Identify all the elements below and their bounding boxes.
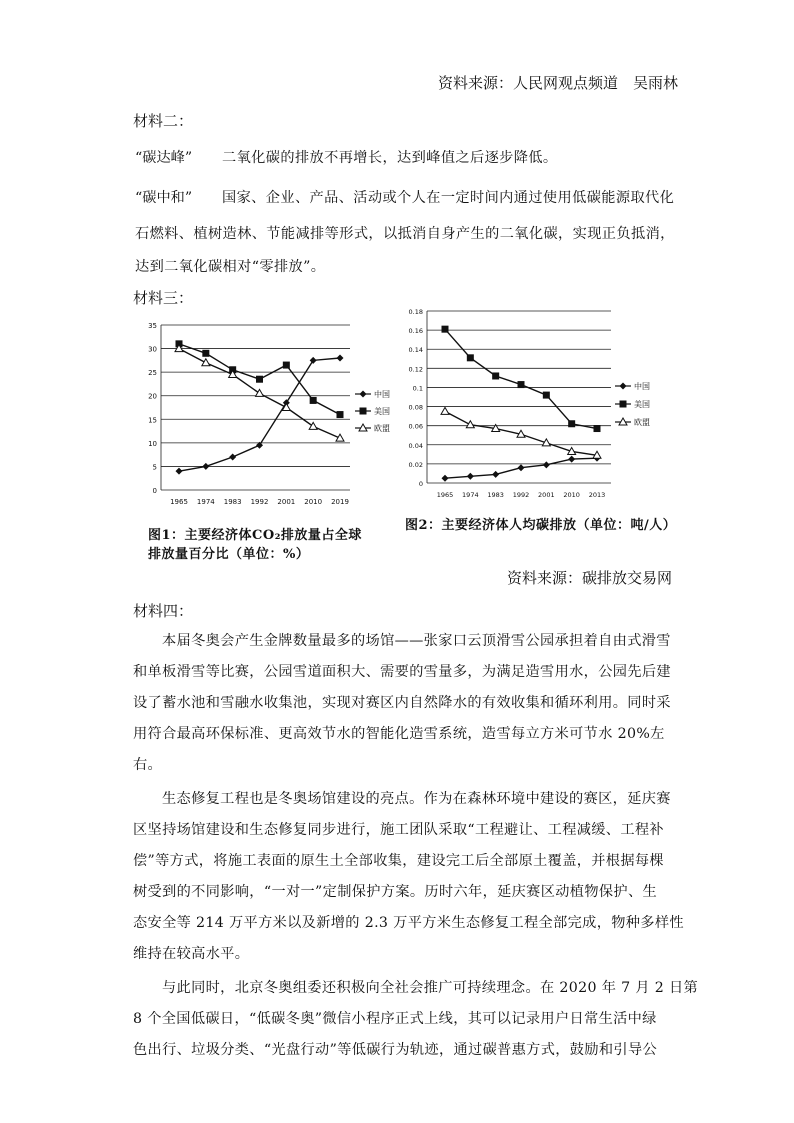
data-point-1 — [283, 362, 290, 369]
data-point-0 — [492, 471, 499, 478]
source-attribution-top: 资料来源：人民网观点频道 吴雨林 — [438, 74, 679, 92]
x-tick-label: 1983 — [223, 498, 242, 506]
x-tick-label: 1965 — [436, 491, 454, 499]
data-point-1 — [492, 372, 499, 379]
y-tick-label: 0.16 — [408, 327, 423, 336]
x-tick-label: 2013 — [588, 491, 606, 499]
y-tick-label: 25 — [148, 369, 157, 378]
m4-p1-line2: 和单板滑雪等比赛，公园雪道面积大、需要的雪量多，为满足造雪用水，公园先后建 — [133, 664, 671, 680]
m4-p1-line5: 右。 — [133, 757, 163, 773]
data-point-0 — [543, 461, 550, 468]
data-point-0 — [442, 475, 449, 482]
legend-label-1: 美国 — [634, 400, 650, 409]
m4-p2-line2: 区坚持场馆建设和生态修复同步进行，施工团队采取“工程避让、工程减缓、工程补 — [133, 822, 664, 838]
y-tick-label: 0.18 — [408, 308, 423, 316]
y-tick-label: 5 — [152, 463, 157, 472]
def-carbon-neutral-line3: 达到二氧化碳相对“零排放”。 — [135, 259, 326, 275]
data-point-1 — [467, 354, 474, 361]
y-tick-label: 0.02 — [408, 460, 423, 469]
material4-heading: 材料四： — [133, 602, 194, 620]
data-point-0 — [202, 463, 209, 470]
term-carbon-peak: “碳达峰” — [135, 150, 193, 166]
series-line-0 — [179, 358, 340, 471]
data-point-0 — [176, 468, 183, 475]
m4-p3-line1: 与此同时，北京冬奥组委还积极向全社会推广可持续理念。在 2020 年 7 月 2 日第 — [162, 980, 699, 996]
m4-p3-line3: 色出行、垃圾分类、“光盘行动”等低碳行为轨迹，通过碳普惠方式，鼓励和引导公 — [133, 1042, 658, 1058]
x-tick-label: 2010 — [563, 491, 580, 499]
material3-heading: 材料三： — [133, 289, 194, 307]
y-tick-label: 0.1 — [412, 384, 423, 393]
chart-1-caption-line2: 排放量百分比（单位：%） — [148, 547, 310, 562]
data-point-1 — [442, 326, 449, 333]
legend-label-0: 中国 — [634, 382, 650, 391]
data-point-0 — [310, 357, 317, 364]
m4-p1-line3: 设了蓄水池和雪融水收集池，实现对赛区内自然降水的有效收集和循环利用。同时采 — [133, 695, 671, 711]
data-point-2 — [256, 389, 264, 396]
legend-marker-0 — [360, 391, 367, 398]
legend-marker-1 — [620, 401, 627, 408]
legend-label-0: 中国 — [374, 390, 390, 399]
data-point-0 — [467, 473, 474, 480]
data-point-0 — [518, 464, 525, 471]
def-carbon-neutral-line1: 国家、企业、产品、活动或个人在一定时间内通过使用低碳能源取代化 — [222, 190, 675, 206]
legend-marker-0 — [620, 383, 627, 390]
data-point-1 — [594, 425, 601, 432]
x-tick-label: 2001 — [277, 498, 296, 506]
chart-1-co2-share — [145, 318, 390, 518]
y-tick-label: 0.06 — [408, 422, 423, 431]
x-tick-label: 1992 — [250, 498, 269, 506]
y-tick-label: 0.08 — [408, 403, 423, 412]
data-point-0 — [568, 456, 575, 463]
chart-1-caption-line1: 图1：主要经济体CO₂排放量占全球 — [148, 528, 362, 543]
chart-2-plot — [409, 308, 650, 499]
m4-p3-line2: 8 个全国低碳日，“低碳冬奥”微信小程序正式上线，其可以记录用户日常生活中绿 — [133, 1011, 657, 1027]
data-point-1 — [337, 411, 344, 418]
material2-heading: 材料二： — [133, 112, 194, 130]
data-point-2 — [466, 421, 474, 428]
data-point-0 — [229, 454, 236, 461]
m4-p2-line1: 生态修复工程也是冬奥场馆建设的亮点。作为在森林环境中建设的赛区，延庆赛 — [162, 791, 671, 807]
x-tick-label: 2019 — [331, 498, 349, 506]
legend-label-1: 美国 — [374, 407, 390, 416]
chart-2-caption: 图2：主要经济体人均碳排放（单位：吨/人） — [405, 518, 677, 533]
data-point-1 — [518, 381, 525, 388]
x-tick-label: 1992 — [512, 491, 530, 499]
y-tick-label: 0.14 — [408, 346, 423, 355]
m4-p1-line4: 用符合最高环保标准、更高效节水的智能化造雪系统，造雪每立方米可节水 20%左 — [133, 726, 665, 742]
x-tick-label: 1974 — [196, 498, 215, 506]
source-attribution-charts: 资料来源：碳排放交易网 — [507, 569, 673, 587]
x-tick-label: 2010 — [304, 498, 323, 506]
chart-1-plot — [148, 322, 390, 506]
m4-p2-line4: 树受到的不同影响，“一对一”定制保护方案。历时六年，延庆赛区动植物保护、生 — [133, 884, 658, 900]
data-point-2 — [309, 422, 317, 429]
def-carbon-neutral-line2: 石燃料、植树造林、节能减排等形式，以抵消自身产生的二氧化碳，实现正负抵消， — [135, 226, 675, 242]
y-tick-label: 0 — [418, 480, 423, 488]
m4-p2-line3: 偿”等方式，将施工表面的原生土全部收集，建设完工后全部原土覆盖，并根据每棵 — [133, 853, 664, 869]
data-point-1 — [256, 376, 263, 383]
y-tick-label: 20 — [148, 392, 157, 401]
y-tick-label: 0 — [152, 487, 157, 495]
data-point-1 — [310, 397, 317, 404]
series-line-1 — [445, 329, 597, 428]
y-tick-label: 30 — [148, 345, 157, 354]
y-tick-label: 0.12 — [408, 365, 423, 374]
y-tick-label: 0.04 — [408, 441, 423, 450]
m4-p1-line1: 本届冬奥会产生金牌数量最多的场馆——张家口云顶滑雪公园承担着自由式滑雪 — [162, 633, 671, 649]
data-point-1 — [202, 350, 209, 357]
data-point-2 — [441, 407, 449, 414]
y-tick-label: 10 — [148, 439, 157, 448]
x-tick-label: 1965 — [170, 498, 188, 506]
m4-p2-line6: 维持在较高水平。 — [133, 946, 250, 962]
data-point-0 — [337, 355, 344, 362]
data-point-1 — [543, 392, 550, 399]
data-point-2 — [202, 359, 210, 366]
data-point-1 — [568, 420, 575, 427]
x-tick-label: 1974 — [462, 491, 479, 499]
legend-marker-1 — [360, 408, 367, 415]
term-carbon-neutral: “碳中和” — [135, 190, 193, 206]
def-carbon-peak: 二氧化碳的排放不再增长，达到峰值之后逐步降低。 — [222, 150, 558, 166]
x-tick-label: 2001 — [538, 491, 555, 499]
chart-2-per-capita — [405, 306, 665, 506]
legend-label-2: 欧盟 — [374, 424, 390, 433]
y-tick-label: 15 — [148, 416, 157, 425]
m4-p2-line5: 态安全等 214 万平方米以及新增的 2.3 万平方米生态修复工程全部完成，物种多样性 — [133, 915, 684, 931]
x-tick-label: 1983 — [487, 491, 504, 499]
legend-label-2: 欧盟 — [634, 418, 650, 427]
y-tick-label: 35 — [148, 322, 157, 330]
